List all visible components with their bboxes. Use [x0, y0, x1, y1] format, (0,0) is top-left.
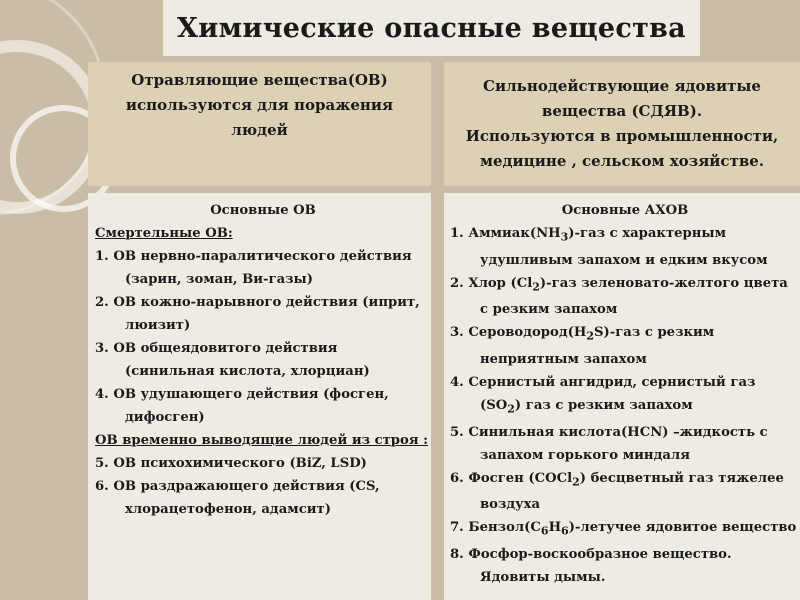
ov-header-box [88, 62, 431, 186]
ahov-item: 2. Хлор $(Cl_2)$-газ зеленовато-желтого цвета с резким запахом [450, 275, 788, 318]
ov-section-title: Основные ОВ [210, 203, 316, 218]
ov-list-box [88, 193, 431, 600]
ov-lethal-item: 2. ОВ кожно-нарывного действия (иприт, люизит) [95, 295, 420, 333]
ahov-item: 5. Синильная кислота(HCN) –жидкость с запахом горького миндаля [450, 424, 768, 463]
sdyav-header-line2: Используются в промышленности, медицине , сельском хозяйстве. [465, 127, 779, 170]
ahov-item: 6. Фосген (COCl$_2$) бесцветный газ тяжелее воздуха [450, 470, 784, 513]
ahov-section-title: Основные АХОВ [561, 203, 689, 218]
ov-header-text: Отравляющие вещества(ОВ) используются для поражения людей [125, 71, 394, 139]
ahov-item: 7. $Бензол(C_6H_6)$-летучее ядовитое вещество [450, 520, 797, 538]
ov-lethal-item: 1. ОВ нервно-паралитического действия (зарин, зоман, Ви-газы) [95, 249, 412, 287]
ov-lethal-item: 3. ОВ общеядовитого действия (синильная кислота, хлорциан) [95, 341, 370, 379]
ov-lethal-item: 4. ОВ удушающего действия (фосген, дифосген) [95, 387, 389, 425]
sdyav-header-line1: Сильнодействующие ядовитые вещества (СДЯВ). [483, 77, 761, 120]
slide-title: Химические опасные вещества [163, 0, 700, 56]
ov-temp-item: 6. ОВ раздражающего действия (CS, хлорацетофенон, адамсит) [95, 479, 380, 517]
ahov-item: 4. Сернистый ангидрид, сернистый газ $(SO_2)$ газ с резким запахом [450, 374, 756, 416]
ahov-item: 3. $Сероводород(H_2S)$-газ с резким неприятным запахом [450, 325, 715, 367]
ov-temp-item: 5. ОВ психохимического (BiZ, LSD) [95, 456, 367, 471]
sdyav-header-box [444, 62, 800, 186]
ahov-item: 1. $Аммиак(NH_3)$-газ с характерным удушливым запахом и едким вкусом [450, 226, 768, 268]
ahov-item: 8. Фосфор-воскообразное вещество. Ядовиты дымы. [450, 546, 732, 585]
ov-lethal-heading: Смертельные ОВ: [95, 226, 233, 241]
ahov-list-box [444, 193, 800, 600]
ov-temp-heading: ОВ временно выводящие людей из строя : [95, 433, 429, 448]
